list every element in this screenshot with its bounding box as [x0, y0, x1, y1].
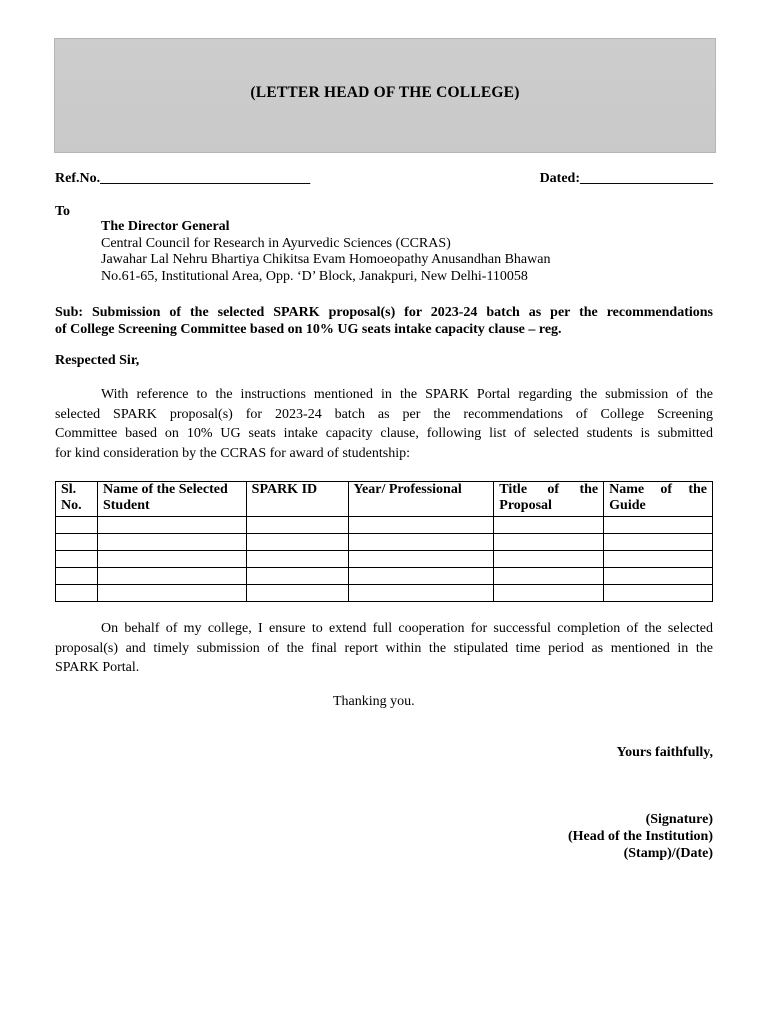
signature-label: (Signature) — [645, 812, 713, 827]
table-cell[interactable] — [348, 534, 494, 551]
table-cell[interactable] — [97, 585, 246, 602]
table-cell[interactable] — [494, 568, 604, 585]
table-header-row — [56, 482, 713, 517]
table-cell[interactable] — [56, 551, 98, 568]
table-cell[interactable] — [494, 517, 604, 534]
recipient-title: The Director General — [101, 219, 230, 234]
table-cell[interactable] — [604, 568, 713, 585]
ref-no-field: Ref.No.______________________________ — [55, 171, 311, 186]
intro-paragraph — [55, 385, 713, 463]
head-of-institution-label: (Head of the Institution) — [567, 829, 713, 844]
recipient-street: No.61-65, Institutional Area, Opp. ‘D’ Block, Janakpuri, New Delhi-110058 — [101, 268, 528, 284]
table-row — [56, 534, 713, 551]
coop-line-2: proposal(s) and timely submission of the final report within the stipulated time period as mentioned in the — [55, 640, 713, 656]
table-cell[interactable] — [97, 517, 246, 534]
col-sl-no: Sl. No. — [56, 482, 98, 517]
table-cell[interactable] — [56, 534, 98, 551]
col-proposal-title: Title of the Proposal — [494, 482, 604, 517]
col-student-name: Name of the Selected Student — [97, 482, 246, 517]
letterhead-box — [54, 38, 716, 153]
table-cell[interactable] — [97, 568, 246, 585]
recipient-org: Central Council for Research in Ayurvedic Sciences (CCRAS) — [101, 235, 451, 251]
yours-faithfully: Yours faithfully, — [616, 745, 713, 760]
subject-line-1: Sub: Submission of the selected SPARK proposal(s) for 2023-24 batch as per the recommendations — [55, 305, 713, 320]
table-row — [56, 517, 713, 534]
table-cell[interactable] — [56, 568, 98, 585]
table-row — [56, 585, 713, 602]
selected-students-table — [55, 481, 713, 602]
intro-line-3: Committee based on 10% UG seats intake capacity clause, following list of selected students is submitted — [55, 426, 713, 441]
col-year: Year/ Professional — [348, 482, 494, 517]
subject-line — [55, 304, 713, 338]
col-guide-name: Name of the Guide — [604, 482, 713, 517]
recipient-building: Jawahar Lal Nehru Bhartiya Chikitsa Evam Homoeopathy Anusandhan Bhawan — [101, 252, 551, 267]
table-cell[interactable] — [246, 534, 348, 551]
reference-line — [55, 171, 713, 189]
table-cell[interactable] — [604, 551, 713, 568]
stamp-date-label: (Stamp)/(Date) — [623, 846, 713, 861]
thanking-line: Thanking you. — [333, 694, 415, 709]
salutation: Respected Sir, — [55, 353, 140, 368]
to-label: To — [55, 204, 71, 219]
coop-line-1: On behalf of my college, I ensure to extend full cooperation for successful completion of the selected — [101, 621, 713, 636]
table-cell[interactable] — [494, 534, 604, 551]
table-cell[interactable] — [246, 585, 348, 602]
table-cell[interactable] — [56, 585, 98, 602]
coop-line-3: SPARK Portal. — [55, 660, 140, 675]
table-cell[interactable] — [604, 534, 713, 551]
table-cell[interactable] — [246, 551, 348, 568]
intro-line-1: With reference to the instructions mentioned in the SPARK Portal regarding the submission of the — [101, 387, 713, 402]
cooperation-paragraph — [55, 619, 713, 678]
table-row — [56, 551, 713, 568]
table-cell[interactable] — [246, 517, 348, 534]
table-cell[interactable] — [494, 551, 604, 568]
table-cell[interactable] — [246, 568, 348, 585]
table-cell[interactable] — [348, 517, 494, 534]
table-cell[interactable] — [97, 534, 246, 551]
table-cell[interactable] — [604, 517, 713, 534]
letterhead-title: (LETTER HEAD OF THE COLLEGE) — [250, 84, 520, 101]
table-cell[interactable] — [604, 585, 713, 602]
table-cell[interactable] — [97, 551, 246, 568]
table-cell[interactable] — [56, 517, 98, 534]
table-cell[interactable] — [348, 551, 494, 568]
recipient-address — [101, 219, 550, 285]
dated-field: Dated:___________________ — [539, 171, 713, 186]
table-cell[interactable] — [348, 585, 494, 602]
intro-line-4: for kind consideration by the CCRAS for award of studentship: — [55, 445, 411, 461]
table-cell[interactable] — [494, 585, 604, 602]
subject-line-2: of College Screening Committee based on 10% UG seats intake capacity clause – reg. — [55, 322, 562, 337]
table-cell[interactable] — [348, 568, 494, 585]
intro-line-2: selected SPARK proposal(s) for 2023-24 batch as per the recommendations of College Screening — [55, 406, 713, 422]
table-row — [56, 568, 713, 585]
col-spark-id: SPARK ID — [246, 482, 348, 517]
